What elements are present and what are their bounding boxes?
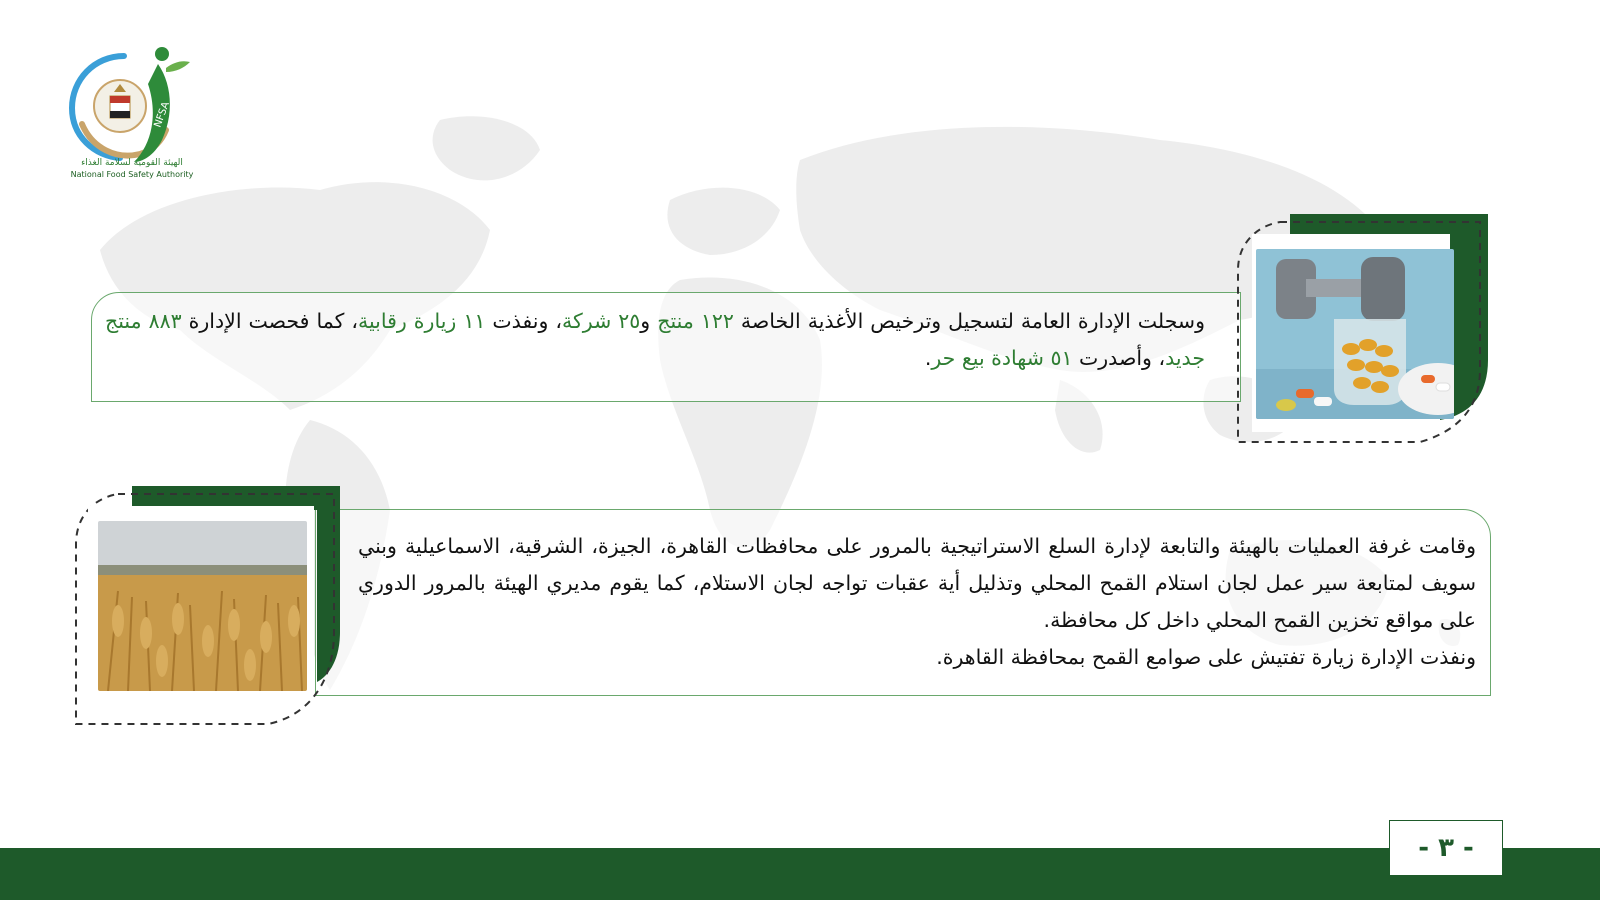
text-segment: ، كما فحصت الإدارة (181, 309, 358, 333)
logo-arabic-name: الهيئة القومية لسلامة الغذاء (81, 158, 183, 168)
highlight-companies: ٢٥ شركة (562, 309, 641, 333)
logo-english-name: National Food Safety Authority (70, 170, 194, 179)
text-segment: و (640, 309, 658, 333)
logo-badge-text: NFSA (152, 100, 172, 130)
highlight-products-registered: ١٢٢ منتج (657, 309, 734, 333)
page-number: - ٣ - (1389, 820, 1503, 876)
section1-text (105, 303, 1205, 377)
highlight-new-products: ٨٨٣ منتج جديد (105, 309, 1205, 370)
text-segment: . (924, 346, 932, 370)
supplements-pills-dumbbells-image (1256, 249, 1454, 419)
section2-paragraph-1: وقامت غرفة العمليات بالهيئة والتابعة لإدارة السلع الاستراتيجية بالمرور على محافظات القاهرة، الجيزة، الشرقية، الاسماعيلية وبني سويف لمتابعة سير عمل لجان استلام القمح المحلي وتذليل أية عقبات تواجه لجان الاستلام، كما يقوم مديري الهيئة بالمرور الدوري على مواقع تخزين القمح المحلي داخل كل محافظة. (358, 534, 1476, 632)
wheat-field-image (98, 521, 307, 691)
highlight-inspection-visits: ١١ زيارة رقابية (357, 309, 486, 333)
text-segment: ، ونفذت (485, 309, 563, 333)
text-segment: وسجلت الإدارة العامة لتسجيل وترخيص الأغذية الخاصة (733, 309, 1205, 333)
section2-paragraph-2: ونفذت الإدارة زيارة تفتيش على صوامع القمح بمحافظة القاهرة. (936, 645, 1476, 669)
footer-bar (0, 848, 1600, 900)
highlight-free-sale-certificates: ٥١ شهادة بيع حر (931, 346, 1073, 370)
section2-text (358, 528, 1476, 676)
text-segment: ، وأصدرت (1072, 346, 1166, 370)
